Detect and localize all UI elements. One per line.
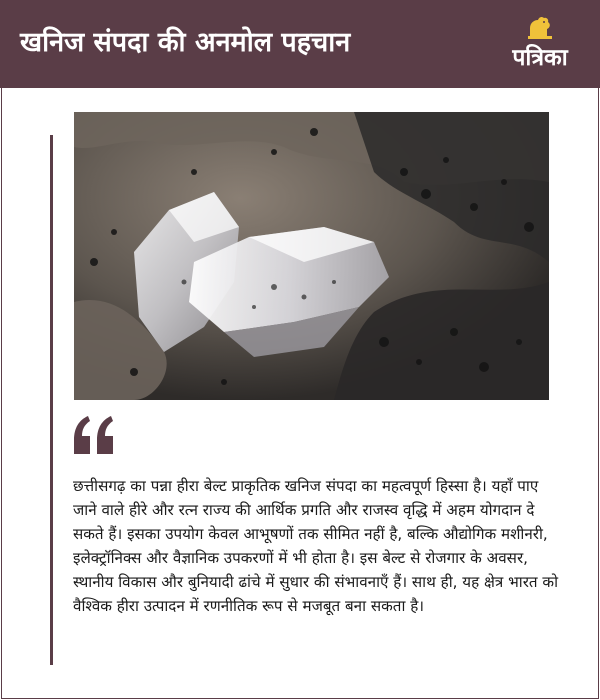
brand-name: पत्रिका bbox=[512, 45, 568, 71]
quote-accent-bar bbox=[50, 135, 53, 665]
diamond-crystal-photo bbox=[74, 112, 549, 400]
quote-mark-icon bbox=[70, 410, 118, 460]
patrika-logo[interactable] bbox=[502, 12, 578, 78]
lion-emblem-icon bbox=[526, 14, 554, 40]
page-title: खनिज संपदा की अनमोल पहचान bbox=[20, 27, 351, 58]
header-bar bbox=[0, 0, 600, 88]
quote-text: छत्तीसगढ़ का पन्ना हीरा बेल्ट प्राकृतिक खनिज संपदा का महत्वपूर्ण हिस्सा है। यहाँ पाए जाने वाले हीरे और रत्न राज्य की आर्थिक प्रगति और राजस्व वृद्धि में अहम योगदान दे सकते हैं। इसका उपयोग केवल आभूषणों तक सीमित नहीं है, बल्कि औद्योगिक मशीनरी, इलेक्ट्रॉनिक्स और वैज्ञानिक उपकरणों में भी होता है। इस बेल्ट से रोजगार के अवसर, स्थानीय विकास और बुनियादी ढांचे में सुधार की संभावनाएँ हैं। साथ ही, यह क्षेत्र भारत को वैश्विक हीरा उत्पादन में रणनीतिक रूप से मजबूत बना सकता है। bbox=[73, 477, 559, 615]
